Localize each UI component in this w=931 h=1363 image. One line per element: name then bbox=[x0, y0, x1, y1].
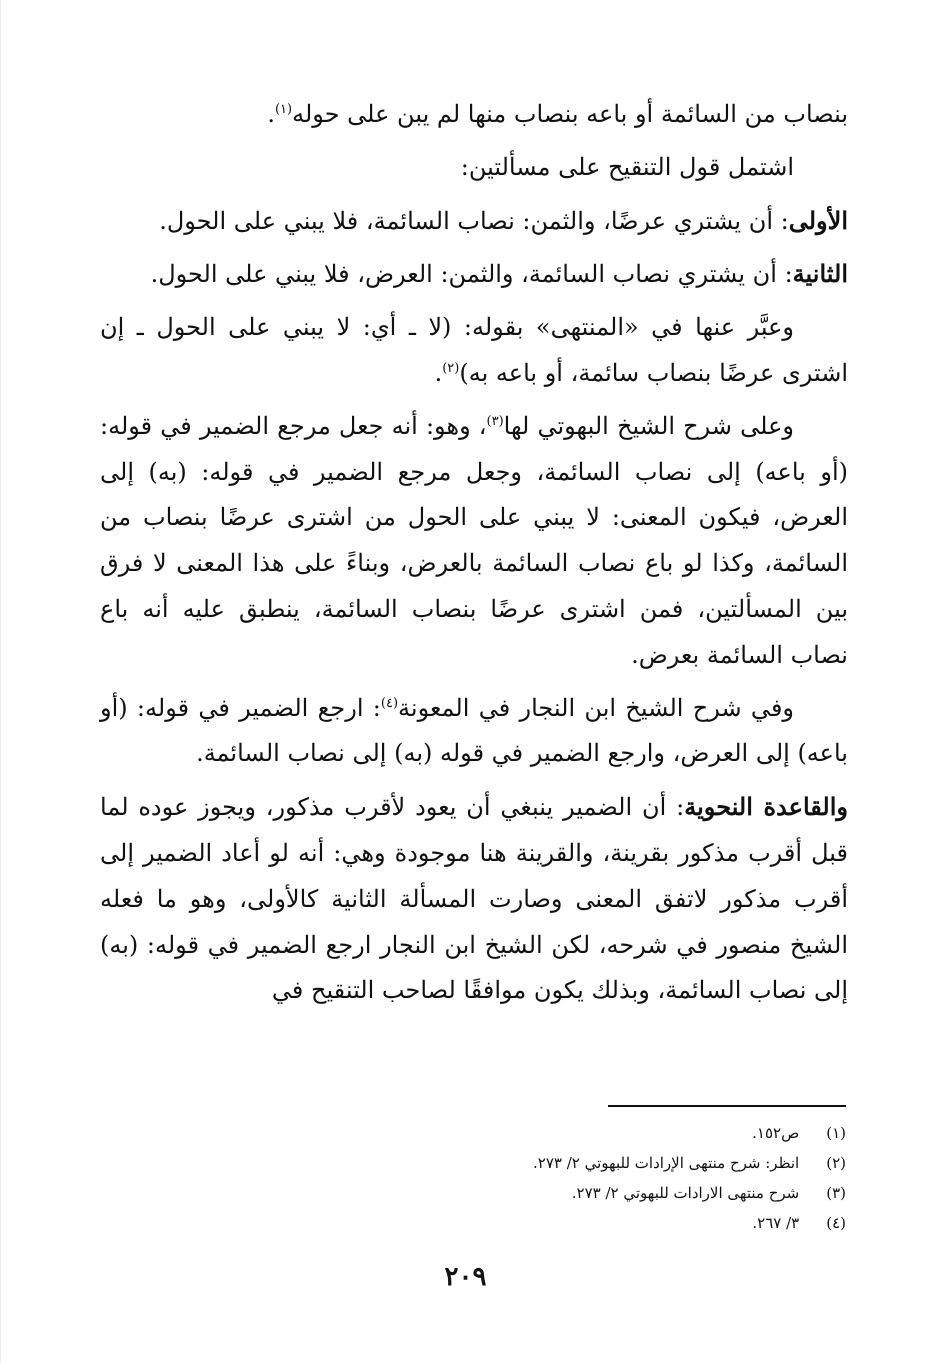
footnote-item bbox=[300, 1118, 846, 1148]
footnote-text: شرح منتهى الارادات للبهوتي ٢/ ٢٧٣. bbox=[571, 1184, 800, 1202]
paragraph-text: وعبَّر عنها في «المنتهى» بقوله: (لا ـ أي: لا يبني على الحول ـ إن اشترى عرضًا بنصاب سائمة، أو باعه به) bbox=[100, 313, 848, 387]
paragraph-text: : أن يشتري نصاب السائمة، والثمن: العرض، فلا يبني على الحول. bbox=[150, 260, 793, 289]
footnote-text: انظر: شرح منتهى الإرادات للبهوتي ٢/ ٢٧٣. bbox=[533, 1154, 800, 1172]
footnote-reference: (٢) bbox=[442, 360, 460, 376]
footnote-separator bbox=[608, 1105, 846, 1107]
footnote-reference: (١) bbox=[274, 102, 293, 117]
main-text bbox=[100, 92, 848, 1021]
paragraph-continuation bbox=[100, 92, 848, 138]
paragraph-text: : أن الضمير ينبغي أن يعود لأقرب مذكور، ويجوز عوده لما قبل أقرب مذكور بقرينة، والقرينة هنا موجودة وهي: أنه لو أعاد الضمير إلى أقرب مذكور لاتفق المعنى وصارت المسألة الثانية كالأولى، وهو ما فعله الشيخ منصور في شرحه، لكن الشيخ ابن النجار ارجع الضمير في قوله: (به) إلى نصاب السائمة، وبذلك يكون موافقًا لصاحب التنقيح في bbox=[100, 793, 848, 1005]
footnote-item bbox=[300, 1178, 846, 1208]
footnote-text: ص١٥٢. bbox=[752, 1124, 800, 1142]
paragraph-heading: الأولى bbox=[788, 205, 848, 235]
paragraph-text: : أن يشتري عرضًا، والثمن: نصاب السائمة، فلا يبني على الحول. bbox=[159, 206, 789, 235]
footnotes bbox=[300, 1118, 846, 1238]
paragraph-text: بنصاب من السائمة أو باعه بنصاب منها لم يبن على حوله bbox=[292, 100, 848, 128]
footnote-reference: (٣) bbox=[486, 413, 504, 429]
footnote-text: ٣/ ٢٦٧. bbox=[752, 1214, 800, 1232]
paragraph-grammar-rule bbox=[100, 784, 848, 1014]
paragraph-intro bbox=[100, 145, 848, 191]
paragraph-muntaha bbox=[100, 305, 848, 397]
footnote-number: (١) bbox=[826, 1124, 846, 1142]
footnote-number: (٣) bbox=[826, 1184, 846, 1202]
paragraph-ibn-alnajjar bbox=[100, 686, 848, 778]
footnote-number: (٢) bbox=[826, 1154, 846, 1172]
footnote-item bbox=[300, 1208, 846, 1238]
paragraph-heading: والقاعدة النحوية bbox=[684, 792, 849, 822]
paragraph-text: وعلى شرح الشيخ البهوتي لها bbox=[503, 411, 794, 440]
paragraph-heading: الثانية bbox=[792, 259, 848, 289]
paragraph-tail: : ارجع الضمير في قوله: (أو باعه) إلى العرض، وارجع الضمير في قوله (به) إلى نصاب السائمة. bbox=[100, 693, 848, 768]
paragraph-buhuti bbox=[100, 404, 848, 679]
paragraph-second-issue bbox=[100, 251, 848, 298]
paragraph-text: اشتمل قول التنقيح على مسألتين: bbox=[460, 152, 794, 181]
footnote-number: (٤) bbox=[826, 1214, 846, 1232]
footnote-item bbox=[300, 1148, 846, 1178]
paragraph-tail: . bbox=[434, 358, 443, 387]
page-number: ٢٠٩ bbox=[444, 1262, 487, 1292]
scan-edge-shadow bbox=[0, 0, 1, 1363]
paragraph-tail: . bbox=[267, 100, 275, 128]
paragraph-text: وفي شرح الشيخ ابن النجار في المعونة bbox=[398, 693, 795, 722]
paragraph-first-issue bbox=[100, 198, 848, 245]
paragraph-tail: ، وهو: أنه جعل مرجع الضمير في قوله: (أو باعه) إلى نصاب السائمة، وجعل مرجع الضمير في قوله: (به) إلى العرض، فيكون المعنى: لا يبني على الحول من اشترى عرضًا بنصاب من السائمة، وكذا لو باع نصاب السائمة بالعرض، وبناءً على هذا المعنى لا فرق بين المسألتين، فمن اشترى عرضًا بنصاب السائمة، ينطبق عليه أنه باع نصاب السائمة بعرض. bbox=[100, 411, 848, 669]
footnote-reference: (٤) bbox=[380, 695, 399, 711]
